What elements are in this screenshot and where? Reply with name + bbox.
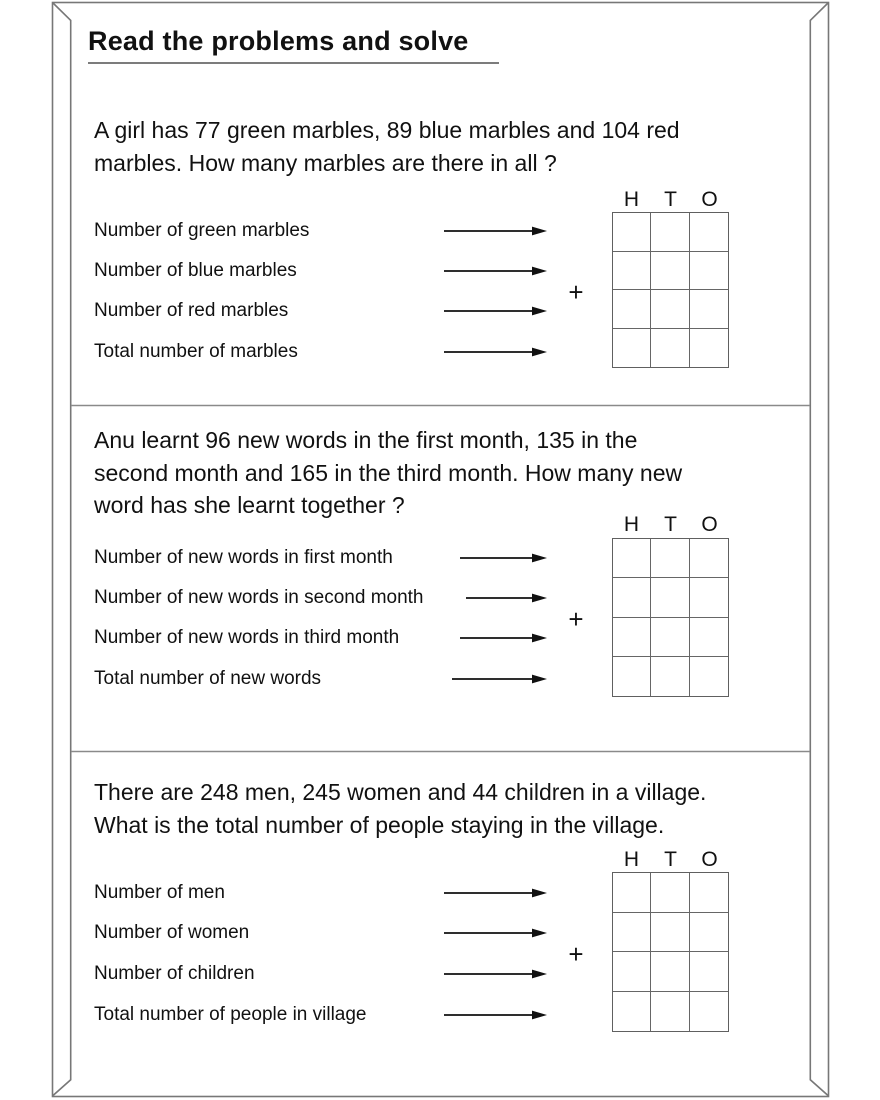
header-ones: O xyxy=(701,848,718,871)
answer-cell[interactable] xyxy=(613,657,651,696)
place-value-header xyxy=(612,188,729,212)
frame-bevel-top-right xyxy=(810,3,828,21)
answer-cell[interactable] xyxy=(651,992,689,1032)
statement-line: What is the total number of people staying in the village. xyxy=(94,811,665,838)
answer-cell[interactable] xyxy=(613,329,651,368)
place-value-grid xyxy=(612,872,729,1032)
answer-cell[interactable] xyxy=(690,873,728,913)
header-ones: O xyxy=(701,188,718,211)
answer-cell[interactable] xyxy=(690,539,728,578)
answer-cell[interactable] xyxy=(690,252,728,291)
place-value-grid xyxy=(612,538,729,697)
answer-cell[interactable] xyxy=(651,657,689,696)
problem-statement xyxy=(94,776,706,841)
answer-cell[interactable] xyxy=(613,539,651,578)
answer-cell[interactable] xyxy=(613,213,651,252)
answer-cell[interactable] xyxy=(613,952,651,992)
row-label: Number of green marbles xyxy=(94,220,310,241)
answer-cell[interactable] xyxy=(651,873,689,913)
plus-operator: + xyxy=(568,277,584,307)
arrow-right-icon xyxy=(460,634,547,643)
row-label: Total number of marbles xyxy=(94,341,298,362)
problem-statement xyxy=(94,424,682,522)
row-label: Number of women xyxy=(94,922,250,943)
header-ones: O xyxy=(701,513,718,536)
statement-line: second month and 165 in the third month. How many new xyxy=(94,459,683,486)
header-tens: T xyxy=(664,513,677,536)
answer-cell[interactable] xyxy=(690,213,728,252)
answer-cell[interactable] xyxy=(613,252,651,291)
statement-line: Anu learnt 96 new words in the first month, 135 in the xyxy=(94,427,638,453)
answer-cell[interactable] xyxy=(690,578,728,617)
arrow-right-icon xyxy=(444,307,547,316)
arrow-right-icon xyxy=(466,594,547,603)
header-hundreds: H xyxy=(623,848,640,871)
answer-cell[interactable] xyxy=(613,578,651,617)
statement-line: A girl has 77 green marbles, 89 blue marbles and 104 red xyxy=(94,117,680,143)
arrow-right-icon xyxy=(460,554,547,563)
place-value-grid xyxy=(612,212,729,368)
answer-cell[interactable] xyxy=(690,329,728,368)
answer-cell[interactable] xyxy=(651,213,689,252)
answer-cell[interactable] xyxy=(651,252,689,291)
answer-cell[interactable] xyxy=(651,539,689,578)
answer-cell[interactable] xyxy=(613,618,651,657)
answer-cell[interactable] xyxy=(613,873,651,913)
statement-line: There are 248 men, 245 women and 44 children in a village. xyxy=(94,779,707,805)
header-hundreds: H xyxy=(623,188,640,211)
place-value-header xyxy=(612,513,729,537)
row-label: Number of men xyxy=(94,882,225,903)
answer-cell[interactable] xyxy=(613,992,651,1032)
answer-cell[interactable] xyxy=(690,952,728,992)
arrow-right-icon xyxy=(452,675,547,684)
answer-cell[interactable] xyxy=(651,913,689,953)
row-label: Total number of new words xyxy=(94,668,322,689)
arrow-right-icon xyxy=(444,929,547,938)
answer-cell[interactable] xyxy=(651,618,689,657)
answer-cell[interactable] xyxy=(690,290,728,329)
page-title: Read the problems and solve xyxy=(88,26,499,64)
answer-cell[interactable] xyxy=(613,290,651,329)
answer-cell[interactable] xyxy=(690,992,728,1032)
row-label: Number of new words in second month xyxy=(94,587,424,608)
arrow-right-icon xyxy=(444,227,547,236)
answer-cell[interactable] xyxy=(651,290,689,329)
place-value-header xyxy=(612,848,729,872)
answer-cell[interactable] xyxy=(651,952,689,992)
header-tens: T xyxy=(664,188,677,211)
frame-bevel-top-left xyxy=(53,3,71,21)
plus-operator: + xyxy=(568,939,584,969)
row-label: Total number of people in village xyxy=(94,1004,367,1025)
frame-bevel-bottom-right xyxy=(810,1080,828,1096)
statement-line: word has she learnt together ? xyxy=(94,492,405,518)
arrow-right-icon xyxy=(444,348,547,357)
answer-cell[interactable] xyxy=(690,657,728,696)
header-tens: T xyxy=(664,848,677,871)
row-label: Number of children xyxy=(94,963,255,984)
plus-operator: + xyxy=(568,604,584,634)
header-hundreds: H xyxy=(623,513,640,536)
answer-cell[interactable] xyxy=(613,913,651,953)
answer-cell[interactable] xyxy=(651,329,689,368)
arrow-right-icon xyxy=(444,1011,547,1020)
answer-cell[interactable] xyxy=(690,618,728,657)
statement-line: marbles. How many marbles are there in all ? xyxy=(94,149,557,176)
row-label: Number of red marbles xyxy=(94,300,289,321)
arrow-right-icon xyxy=(444,970,547,979)
row-label: Number of new words in first month xyxy=(94,547,393,568)
answer-cell[interactable] xyxy=(651,578,689,617)
frame-bevel-bottom-left xyxy=(53,1080,71,1096)
row-label: Number of blue marbles xyxy=(94,260,297,281)
arrow-right-icon xyxy=(444,267,547,276)
row-label: Number of new words in third month xyxy=(94,627,400,648)
row-arrows xyxy=(444,227,547,1020)
arrow-right-icon xyxy=(444,889,547,898)
problem-statement xyxy=(94,114,680,179)
answer-cell[interactable] xyxy=(690,913,728,953)
